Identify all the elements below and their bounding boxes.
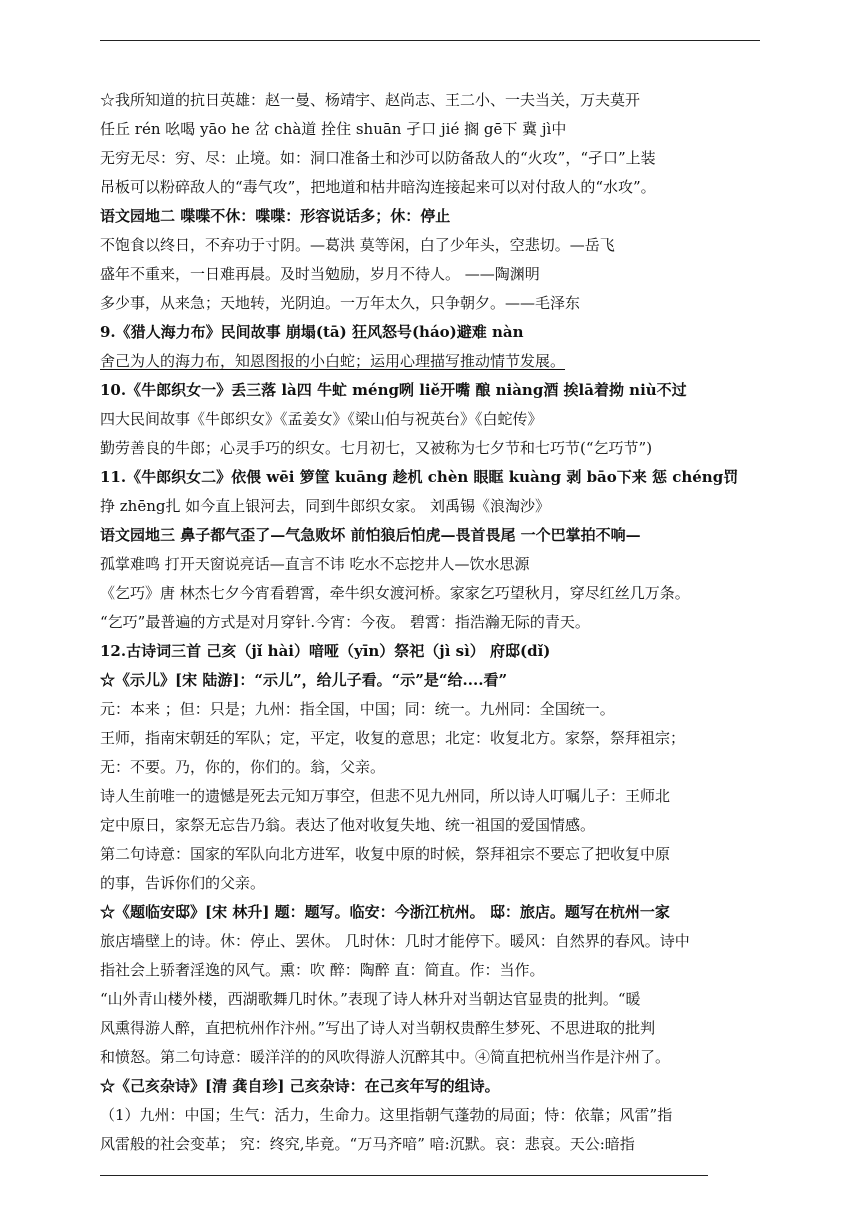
text-line: 元：本来 ；但：只是；九州：指全国，中国；同：统一。九州同：全国统一。 — [100, 700, 615, 718]
text-line: 任丘 rén 吆喝 yāo he 岔 chà道 拴住 shuān 孑口 jié 搁 gē下 冀 jì中 — [100, 120, 567, 138]
text-line: 第二句诗意：国家的军队向北方进军，收复中原的时候，祭拜祖宗不要忘了把收复中原 — [100, 845, 671, 863]
text-line: 孤掌难鸣 打开天窗说亮话—直言不讳 吃水不忘挖井人—饮水思源 — [100, 555, 530, 573]
section-heading: 12.古诗词三首 己亥（jǐ hài）喑哑（yīn）祭祀（jì sì） 府邸(dǐ) — [100, 642, 551, 660]
text-line: 风熏得游人醉，直把杭州作汴州。”写出了诗人对当朝权贵醉生梦死、不思进取的批判 — [100, 1019, 656, 1037]
section-heading: 语文园地三 鼻子都气歪了—气急败坏 前怕狼后怕虎—畏首畏尾 一个巴掌拍不响— — [100, 526, 641, 544]
text-line: 舍己为人的海力布，知恩图报的小白蛇；运用心理描写推动情节发展。 — [100, 352, 566, 370]
text-line: 风雷般的社会变革； 究：终究,毕竟。“万马齐喑” 喑:沉默。哀：悲哀。天公:暗指 — [100, 1135, 635, 1153]
text-line: “山外青山楼外楼，西湖歌舞几时休。”表现了诗人林升对当朝达官显贵的批判。“暖 — [100, 990, 641, 1008]
text-line: 旅店墙壁上的诗。休：停止、罢休。 几时休：几时才能停下。暖风：自然界的春风。诗中 — [100, 932, 690, 950]
text-line: 无穷无尽：穷、尽：止境。如：洞口准备土和沙可以防备敌人的“火攻”，“孑口”上装 — [100, 149, 656, 167]
text-line: 挣 zhēng扎 如今直上银河去，同到牛郎织女家。 刘禹锡《浪淘沙》 — [100, 497, 551, 515]
footer-rule — [100, 1175, 708, 1176]
text-line: 指社会上骄奢淫逸的风气。熏：吹 醉：陶醉 直：简直。作：当作。 — [100, 961, 545, 979]
text-line: 王师，指南宋朝廷的军队；定，平定，收复的意思；北定：收复北方。家祭，祭拜祖宗； — [100, 729, 686, 747]
text-line: 和愤怒。第二句诗意：暖洋洋的的风吹得游人沉醉其中。④简直把杭州当作是汴州了。 — [100, 1048, 671, 1066]
section-heading: 11.《牛郎织女二》依偎 wēi 箩筐 kuāng 趁机 chèn 眼眶 kuàng 剥 bāo下来 惩 chéng罚 — [100, 468, 739, 486]
section-heading: ☆《题临安邸》[宋 林升] 题：题写。临安：今浙江杭州。 邸：旅店。题写在杭州一家 — [100, 903, 670, 921]
section-heading: 9.《猎人海力布》民间故事 崩塌(tā) 狂风怒号(háo)避难 nàn — [100, 323, 524, 341]
text-line: 吊板可以粉碎敌人的“毒气攻”，把地道和枯井暗沟连接起来可以对付敌人的“水攻”。 — [100, 178, 656, 196]
text-line: 的事，告诉你们的父亲。 — [100, 874, 266, 892]
section-heading: 语文园地二 喋喋不休：喋喋：形容说话多；休：停止 — [100, 207, 451, 225]
section-heading: 10.《牛郎织女一》丢三落 là四 牛虻 méng咧 liě开嘴 酿 niàng酒 挨lā着拗 niù不过 — [100, 381, 687, 399]
section-heading: ☆《示儿》[宋 陆游]：“示儿”，给儿子看。“示”是“给....看” — [100, 671, 508, 689]
text-line: 四大民间故事《牛郎织女》《孟姜女》《梁山伯与祝英台》《白蛇传》 — [100, 410, 543, 428]
text-line: 无：不要。乃，你的，你们的。翁，父亲。 — [100, 758, 386, 776]
text-line: 不饱食以终日，不弃功于寸阴。—葛洪 莫等闲，白了少年头，空悲切。—岳飞 — [100, 236, 615, 254]
text-line: （1）九州：中国；生气：活力，生命力。这里指朝气蓬勃的局面；恃：依靠；风雷”指 — [100, 1106, 673, 1124]
text-line: “乞巧”最普遍的方式是对月穿针.今宵：今夜。 碧霄：指浩瀚无际的青天。 — [100, 613, 590, 631]
text-line: ☆我所知道的抗日英雄：赵一曼、杨靖宇、赵尚志、王二小、一夫当关，万夫莫开 — [100, 91, 641, 109]
header-rule — [100, 40, 760, 41]
text-line: 多少事，从来急；天地转，光阴迫。一万年太久，只争朝夕。——毛泽东 — [100, 294, 581, 312]
text-line: 盛年不重来，一日难再晨。及时当勉励，岁月不待人。 ——陶渊明 — [100, 265, 540, 283]
text-line: 勤劳善良的牛郎；心灵手巧的织女。七月初七，又被称为七夕节和七巧节(“乞巧节”) — [100, 439, 653, 457]
text-line: 定中原日，家祭无忘告乃翁。表达了他对收复失地、统一祖国的爱国情感。 — [100, 816, 596, 834]
text-line: 诗人生前唯一的遗憾是死去元知万事空，但悲不见九州同，所以诗人叮嘱儿子：王师北 — [100, 787, 671, 805]
text-line: 《乞巧》唐 林杰七夕今宵看碧霄，牵牛织女渡河桥。家家乞巧望秋月，穿尽红丝几万条。 — [100, 584, 690, 602]
section-heading: ☆《己亥杂诗》[清 龚自珍] 己亥杂诗：在己亥年写的组诗。 — [100, 1077, 500, 1095]
document-body — [100, 86, 760, 1159]
